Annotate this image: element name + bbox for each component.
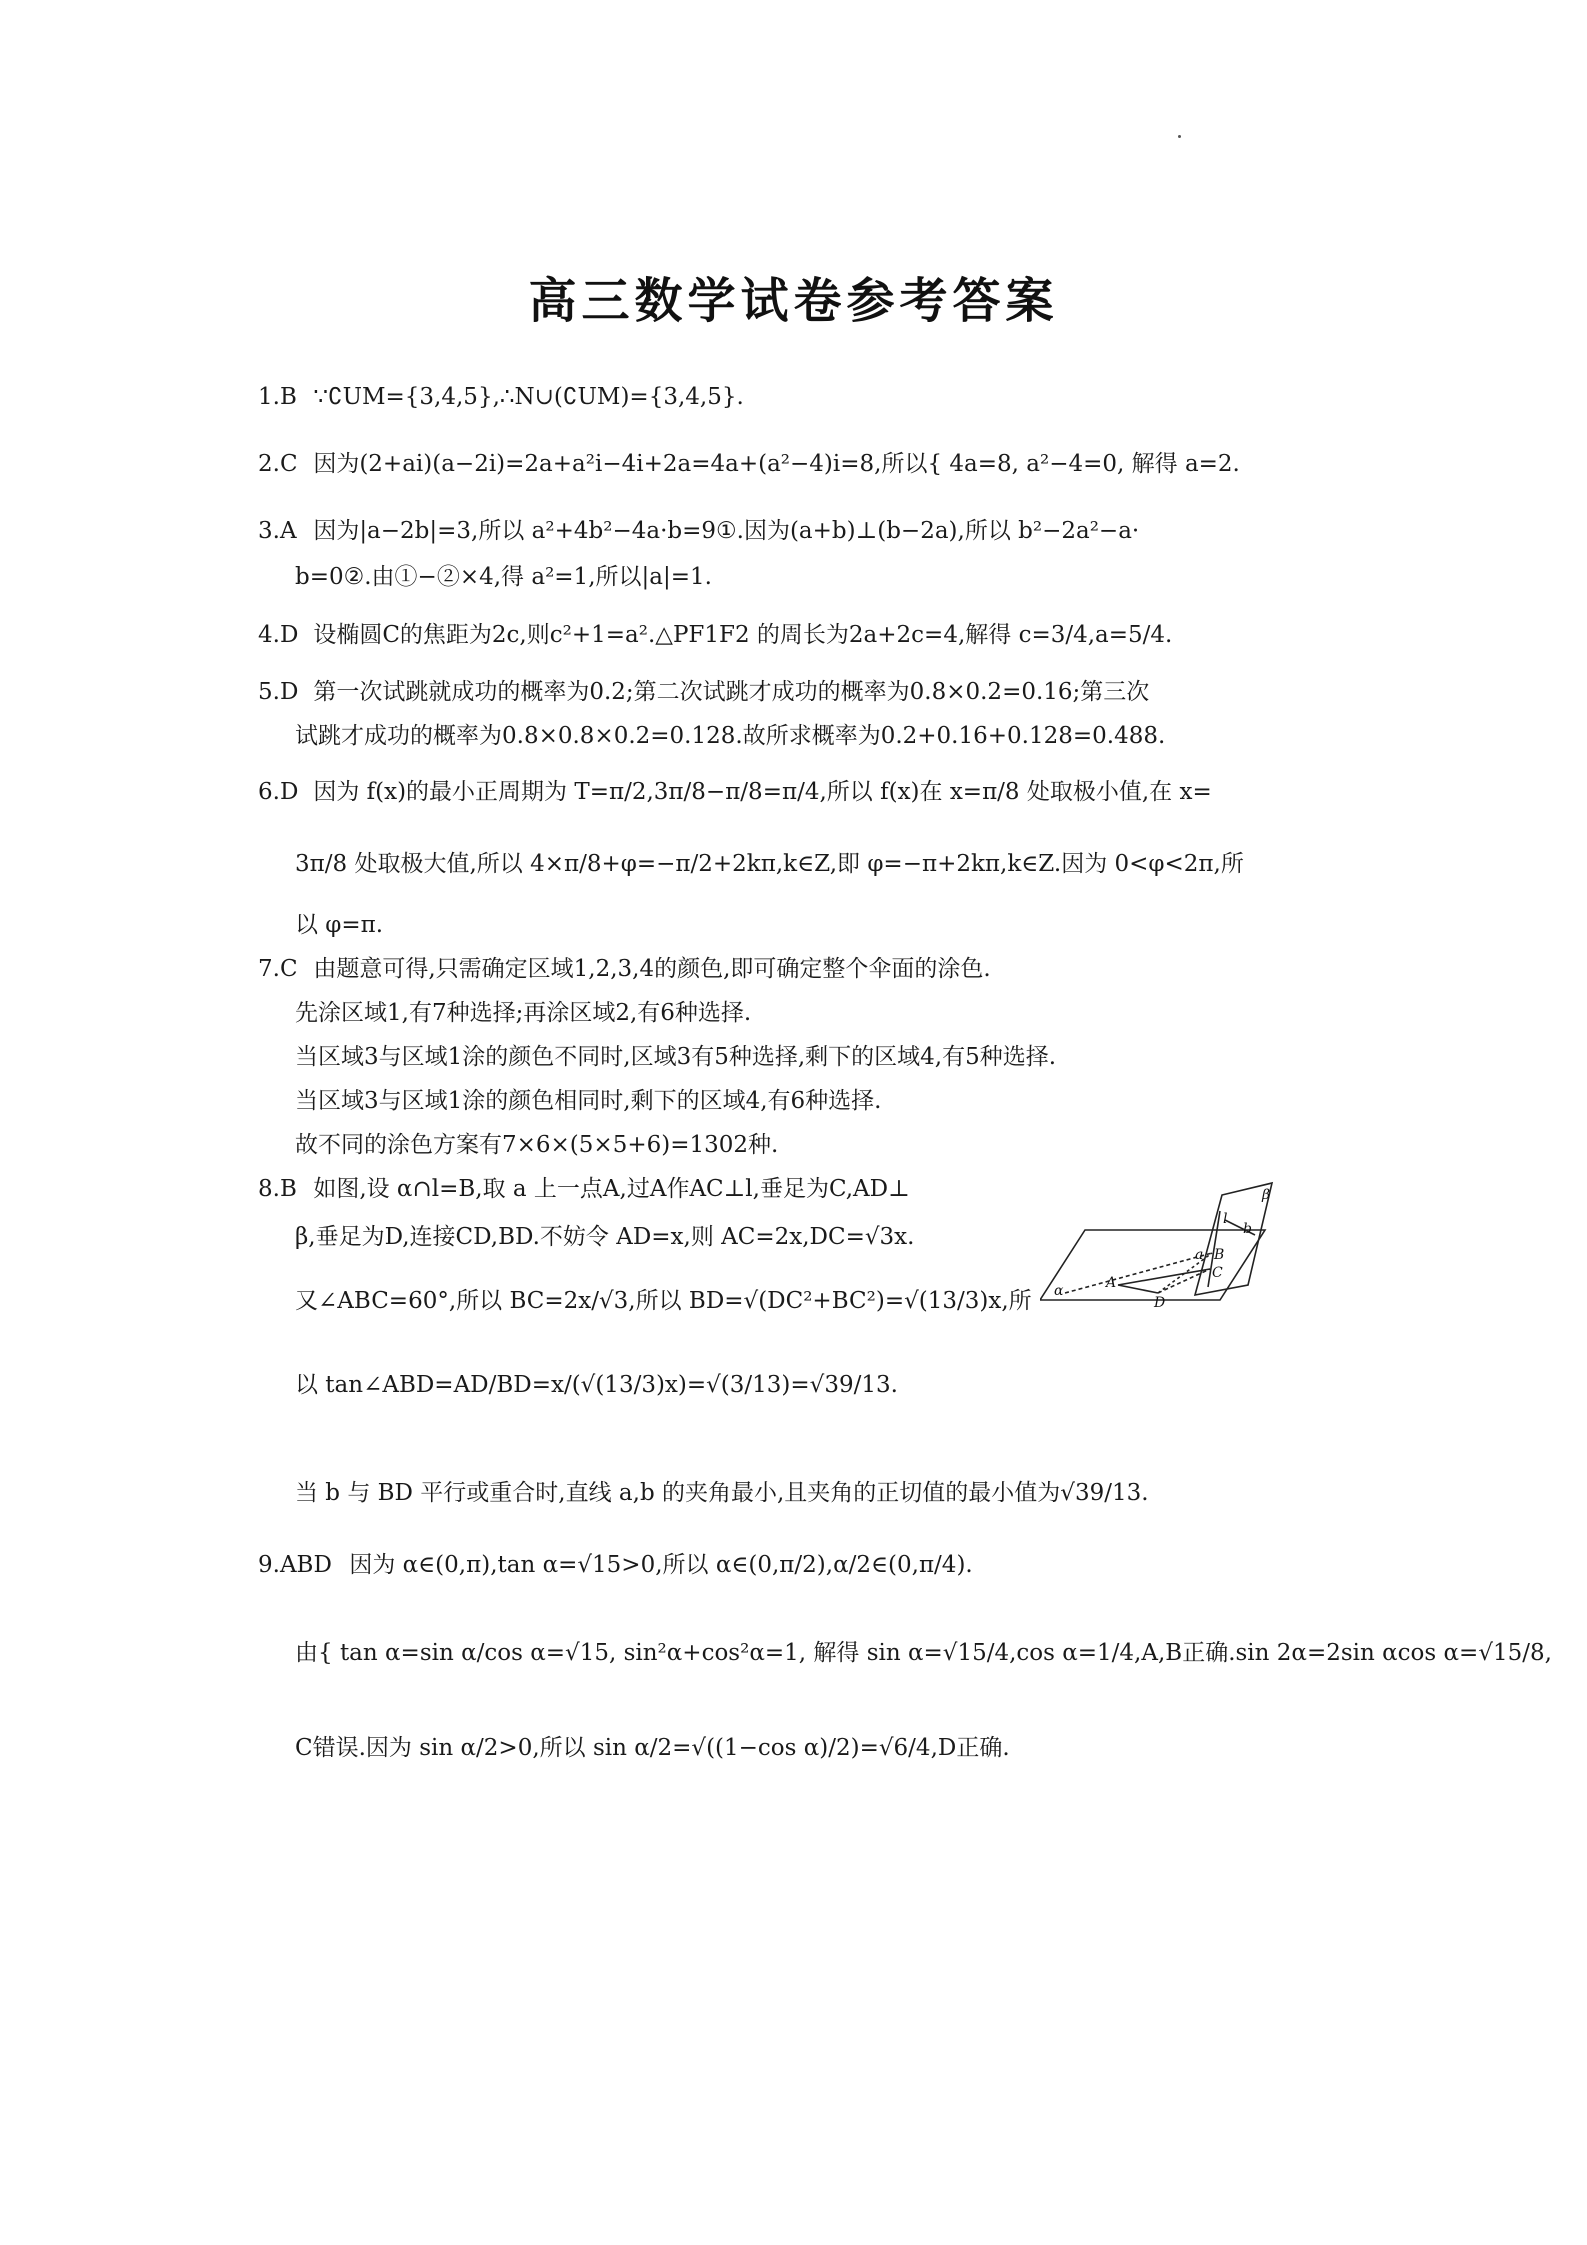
answer-6-text-1: 因为 f(x)的最小正周期为 T=π/2,3π/8−π/8=π/4,所以 f(x)在 x=π/8 处取极小值,在 x= <box>313 779 1212 805</box>
segment-CD <box>1158 1269 1210 1293</box>
answer-7-line-1 <box>258 956 991 984</box>
page-title: 高三数学试卷参考答案 <box>528 273 1059 329</box>
answer-9-text-1: 因为 α∈(0,π),tan α=√15>0,所以 α∈(0,π/2),α/2∈(0,π/4). <box>349 1552 973 1578</box>
answer-2-line-1 <box>258 451 1240 479</box>
answer-7-text-4: 当区域3与区域1涂的颜色相同时,剩下的区域4,有6种选择. <box>295 1088 882 1114</box>
answer-2-number: 2.C <box>258 451 298 477</box>
answer-9-text-2: 由{ tan α=sin α/cos α=√15, sin²α+cos²α=1, 解得 sin α=√15/4,cos α=1/4,A,B正确.sin 2α=2sin αcos α=√15/8, <box>295 1640 1552 1666</box>
geometry-figure <box>1040 1175 1280 1355</box>
label-beta: β <box>1262 1187 1271 1203</box>
answer-3-text-1: 因为|a−2b|=3,所以 a²+4b²−4a·b=9①.因为(a+b)⊥(b−2a),所以 b²−2a²−a· <box>313 518 1140 544</box>
answer-1-number: 1.B <box>258 384 297 410</box>
label-alpha: α <box>1054 1283 1064 1299</box>
answer-8-number: 8.B <box>258 1176 297 1202</box>
answer-8-text-1: 如图,设 α∩l=B,取 a 上一点A,过A作AC⊥l,垂足为C,AD⊥ <box>313 1176 910 1202</box>
answer-8-text-3: 又∠ABC=60°,所以 BC=2x/√3,所以 BD=√(DC²+BC²)=√(13/3)x,所 <box>295 1288 1032 1314</box>
answer-1-text: ∵∁UM={3,4,5},∴N∪(∁UM)={3,4,5}. <box>313 384 744 410</box>
answer-5-line-1 <box>258 679 1149 707</box>
label-C: C <box>1212 1265 1223 1281</box>
answer-3-number: 3.A <box>258 518 297 544</box>
answer-2-text: 因为(2+ai)(a−2i)=2a+a²i−4i+2a=4a+(a²−4)i=8,所以{ 4a=8, a²−4=0, 解得 a=2. <box>313 451 1240 477</box>
label-A: A <box>1106 1275 1117 1291</box>
label-B: B <box>1214 1247 1225 1263</box>
answer-3-text-2: b=0②.由①−②×4,得 a²=1,所以|a|=1. <box>295 564 712 590</box>
answer-8-text-2: β,垂足为D,连接CD,BD.不妨令 AD=x,则 AC=2x,DC=√3x. <box>295 1224 915 1250</box>
segment-AD <box>1118 1285 1158 1293</box>
label-b: b <box>1243 1221 1252 1237</box>
answer-3-line-1 <box>258 518 1139 546</box>
answer-9-number: 9.ABD <box>258 1552 332 1578</box>
answer-4-number: 4.D <box>258 622 299 648</box>
answer-7-text-2: 先涂区域1,有7种选择;再涂区域2,有6种选择. <box>295 1000 752 1026</box>
answer-4-line-1 <box>258 622 1172 650</box>
answer-6-line-1 <box>258 779 1212 807</box>
answer-5-number: 5.D <box>258 679 299 705</box>
answer-6-text-2: 3π/8 处取极大值,所以 4×π/8+φ=−π/2+2kπ,k∈Z,即 φ=−π+2kπ,k∈Z.因为 0<φ<2π,所 <box>295 851 1244 877</box>
answer-5-text-2: 试跳才成功的概率为0.8×0.8×0.2=0.128.故所求概率为0.2+0.16+0.128=0.488. <box>295 723 1166 749</box>
segment-AC <box>1118 1269 1210 1285</box>
label-a: a <box>1195 1247 1204 1263</box>
label-D: D <box>1154 1295 1166 1311</box>
answer-9-text-3: C错误.因为 sin α/2>0,所以 sin α/2=√((1−cos α)/2)=√6/4,D正确. <box>295 1735 1010 1761</box>
answer-7-text-5: 故不同的涂色方案有7×6×(5×5+6)=1302种. <box>295 1132 779 1158</box>
scan-dot <box>1178 135 1181 138</box>
label-l: l <box>1223 1211 1228 1227</box>
plane-alpha <box>1040 1230 1265 1300</box>
answer-6-text-3: 以 φ=π. <box>295 912 384 938</box>
answer-8-text-5: 当 b 与 BD 平行或重合时,直线 a,b 的夹角最小,且夹角的正切值的最小值为√39/13. <box>295 1480 1149 1506</box>
answer-5-text-1: 第一次试跳就成功的概率为0.2;第二次试跳才成功的概率为0.8×0.2=0.16;第三次 <box>313 679 1150 705</box>
answer-8-line-1 <box>258 1176 910 1204</box>
answer-4-text: 设椭圆C的焦距为2c,则c²+1=a².△PF1F2 的周长为2a+2c=4,解得 c=3/4,a=5/4. <box>313 622 1173 648</box>
answer-7-text-1: 由题意可得,只需确定区域1,2,3,4的颜色,即可确定整个伞面的涂色. <box>313 956 991 982</box>
answer-8-text-4: 以 tan∠ABD=AD/BD=x/(√(13/3)x)=√(3/13)=√39/13. <box>295 1372 898 1398</box>
answer-9-line-1 <box>258 1552 973 1580</box>
answer-7-text-3: 当区域3与区域1涂的颜色不同时,区域3有5种选择,剩下的区域4,有5种选择. <box>295 1044 1057 1070</box>
answer-7-number: 7.C <box>258 956 298 982</box>
answer-1-line-1 <box>258 384 744 412</box>
answer-6-number: 6.D <box>258 779 299 805</box>
